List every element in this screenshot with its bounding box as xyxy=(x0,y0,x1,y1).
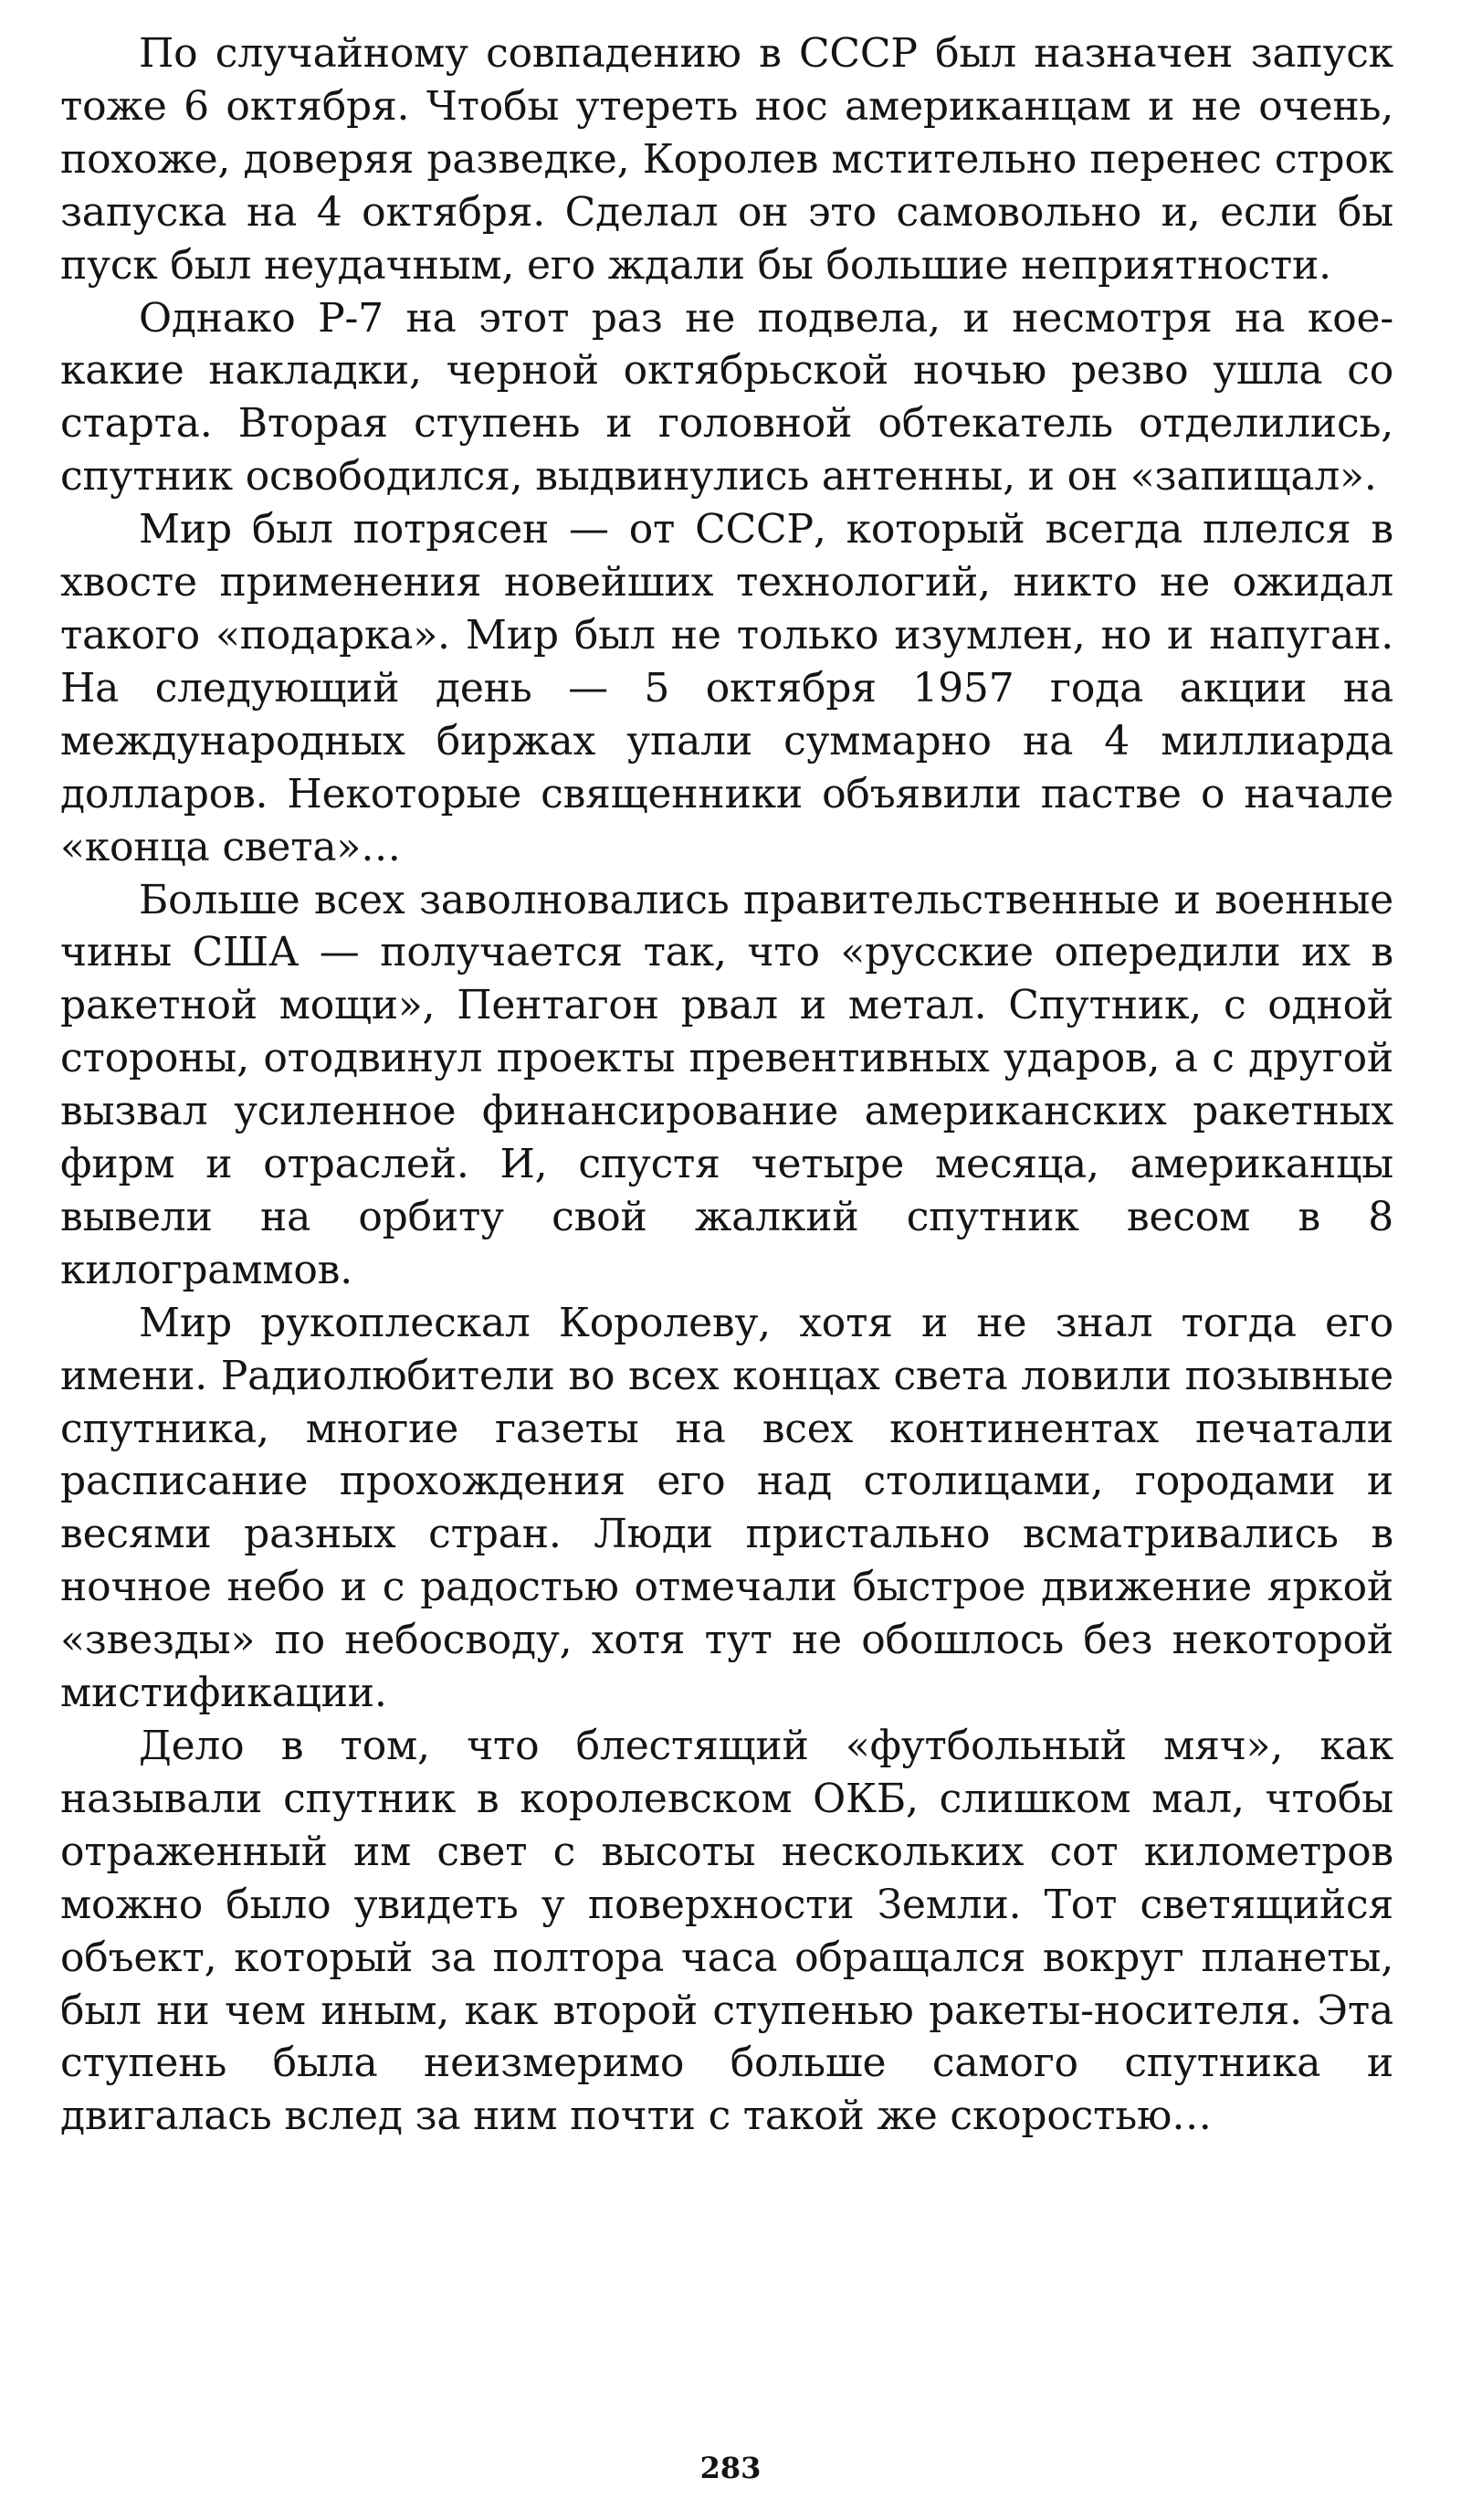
page-body xyxy=(60,27,1393,2143)
paragraph-2: Однако Р-7 на этот раз не подвела, и несмотря на кое-какие накладки, черной октябрьской ночью резво ушла со старта. Вторая ступень и головной обтекатель отделились, спутник освободился, выдвинулись антенны, и он «запищал». xyxy=(60,294,1393,501)
paragraph-4: Больше всех заволновались правительственные и военные чины США — получается так, что «русские опередили их в ракетной мощи», Пентагон рвал и метал. Спутник, с одной стороны, отодвинул проекты превентивных ударов, а с другой вызвал усиленное финансирование американских ракетных фирм и отраслей. И, спустя четыре месяца, американцы вывели на орбиту свой жалкий спутник весом в 8 килограммов. xyxy=(60,876,1393,1293)
paragraph-3: Мир был потрясен — от СССР, который всегда плелся в хвосте применения новейших технологий, никто не ожидал такого «подарка». Мир был не только изумлен, но и напуган. На следующий день — 5 октября 1957 года акции на международных биржах упали суммарно на 4 миллиарда долларов. Некоторые священники объявили пастве о начале «конца света»… xyxy=(60,506,1393,870)
paragraph-5: Мир рукоплескал Королеву, хотя и не знал тогда его имени. Радиолюбители во всех концах света ловили позывные спутника, многие газеты на всех континентах печатали расписание прохождения его над столицами, городами и весями разных стран. Люди пристально всматривались в ночное небо и с радостью отмечали быстрое движение яркой «звезды» по небосводу, хотя тут не обошлось без некоторой мистификации. xyxy=(60,1299,1393,1717)
paragraph-6: Дело в том, что блестящий «футбольный мяч», как называли спутник в королевском ОКБ, слишком мал, чтобы отраженный им свет с высоты нескольких сот километров можно было увидеть у поверхности Земли. Тот светящийся объект, который за полтора часа обращался вокруг планеты, был ни чем иным, как второй ступенью ракеты-носителя. Эта ступень была неизмеримо больше самого спутника и двигалась вслед за ним почти с такой же скоростью… xyxy=(60,1723,1393,2140)
paragraph-1: По случайному совпадению в СССР был назначен запуск тоже 6 октября. Чтобы утереть нос американцам и не очень, похоже, доверяя разведке, Королев мстительно перенес строк запуска на 4 октября. Сделал он это самовольно и, если бы пуск был неудачным, его ждали бы большие неприятности. xyxy=(60,30,1393,289)
page-number: 283 xyxy=(699,2451,762,2485)
